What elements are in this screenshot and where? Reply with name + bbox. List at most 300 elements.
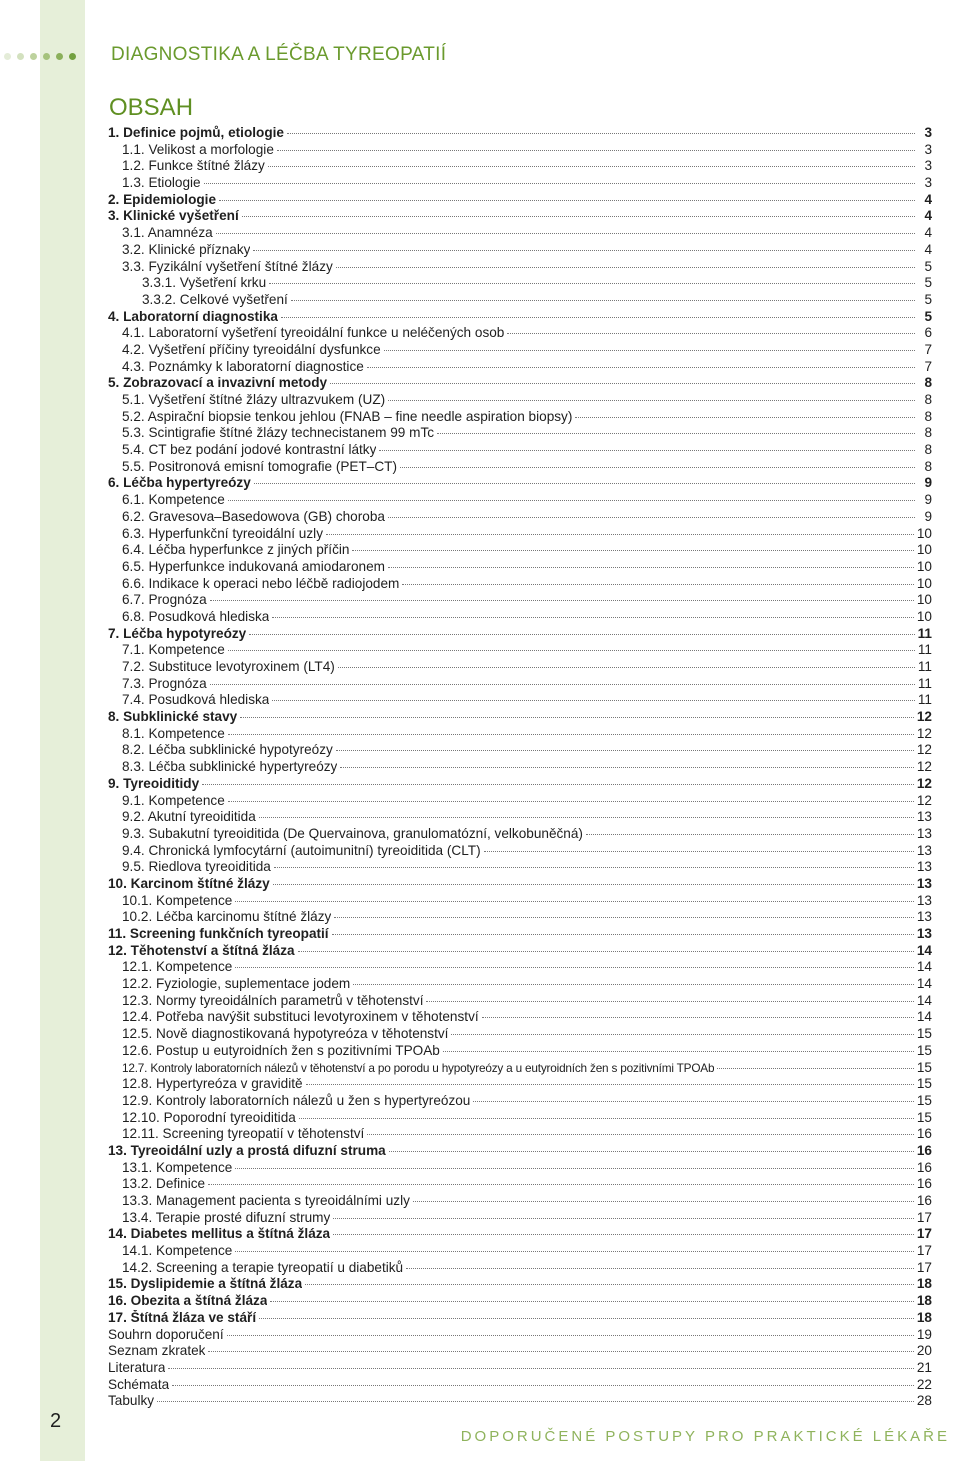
dot-leader bbox=[287, 133, 915, 134]
toc-entry-page: 3 bbox=[924, 175, 932, 191]
dot-leader bbox=[157, 1401, 914, 1402]
dot-leader bbox=[274, 867, 914, 868]
toc-entry-page: 15 bbox=[916, 1109, 932, 1125]
dot-leader bbox=[330, 383, 915, 384]
toc-entry-label: 14. Diabetes mellitus a štítná žláza bbox=[108, 1226, 331, 1242]
dot-leader bbox=[270, 1301, 913, 1302]
toc-entry[interactable] bbox=[108, 559, 932, 576]
toc-entry[interactable] bbox=[108, 125, 932, 142]
dot-leader bbox=[210, 684, 915, 685]
toc-entry[interactable] bbox=[108, 1176, 932, 1193]
toc-entry-page: 14 bbox=[916, 992, 932, 1008]
toc-entry-page: 10 bbox=[916, 525, 932, 541]
toc-entry-label: 14.1. Kompetence bbox=[122, 1243, 233, 1259]
dot-leader bbox=[379, 450, 915, 451]
toc-entry-page: 15 bbox=[916, 1059, 932, 1075]
toc-entry[interactable] bbox=[108, 292, 932, 309]
toc-entry-page: 7 bbox=[924, 341, 932, 357]
toc-entry-label: 12.1. Kompetence bbox=[122, 959, 233, 975]
toc-entry-page: 16 bbox=[916, 1126, 932, 1142]
toc-entry[interactable] bbox=[108, 1226, 932, 1243]
toc-entry-label: 13. Tyreoidální uzly a prostá difuzní struma bbox=[108, 1142, 386, 1158]
dot-leader bbox=[575, 417, 915, 418]
toc-entry[interactable] bbox=[108, 793, 932, 810]
toc-entry-page: 10 bbox=[916, 592, 932, 608]
toc-entry[interactable] bbox=[108, 809, 932, 826]
toc-entry-page: 14 bbox=[916, 942, 932, 958]
header-title: DIAGNOSTIKA A LÉČBA TYREOPATIÍ bbox=[111, 44, 447, 65]
toc-entry-label: 1.1. Velikost a morfologie bbox=[122, 141, 274, 157]
toc-entry[interactable] bbox=[108, 1276, 932, 1293]
dot-leader bbox=[437, 433, 915, 434]
toc-entry[interactable] bbox=[108, 742, 932, 759]
toc-entry-page: 12 bbox=[916, 709, 932, 725]
toc-entry[interactable] bbox=[108, 359, 932, 376]
toc-entry[interactable] bbox=[108, 242, 932, 259]
toc-entry-page: 18 bbox=[916, 1309, 932, 1325]
toc-entry-label: 1. Definice pojmů, etiologie bbox=[108, 125, 284, 140]
toc-entry[interactable] bbox=[108, 709, 932, 726]
toc-entry-label: 3.3.1. Vyšetření krku bbox=[142, 275, 267, 291]
dot-leader bbox=[388, 517, 915, 518]
toc-entry-label: 17. Štítná žláza ve stáří bbox=[108, 1309, 257, 1325]
toc-entry-label: 6.5. Hyperfunkce indukovaná amiodaronem bbox=[122, 558, 385, 574]
dot-leader bbox=[277, 150, 915, 151]
dot-leader bbox=[306, 1084, 914, 1085]
toc-entry[interactable] bbox=[108, 1143, 932, 1160]
toc-entry-label: 9.2. Akutní tyreoiditida bbox=[122, 809, 256, 825]
toc-entry-label: 6.7. Prognóza bbox=[122, 592, 207, 608]
toc-entry-label: 6.8. Posudková hlediska bbox=[122, 608, 270, 624]
toc-entry-label: 7.2. Substituce levotyroxinem (LT4) bbox=[122, 659, 335, 674]
toc-entry-label: 5.5. Positronová emisní tomografie (PET–CT) bbox=[122, 458, 398, 474]
toc-entry[interactable] bbox=[108, 325, 932, 342]
toc-entry-page: 5 bbox=[924, 258, 932, 274]
toc-entry[interactable] bbox=[108, 876, 932, 893]
dot-leader bbox=[272, 617, 914, 618]
toc-entry[interactable] bbox=[108, 1310, 932, 1327]
toc-entry[interactable] bbox=[108, 1093, 932, 1110]
toc-entry-page: 4 bbox=[924, 225, 932, 241]
toc-entry-label: 3.2. Klinické příznaky bbox=[122, 241, 251, 257]
toc-entry-label: 2. Epidemiologie bbox=[108, 191, 217, 207]
dot-leader bbox=[235, 901, 914, 902]
toc-entry-page: 4 bbox=[924, 241, 932, 257]
dot-leader bbox=[228, 734, 914, 735]
toc-entry-label: 12.4. Potřeba navýšit substituci levotyroxinem v těhotenství bbox=[122, 1009, 479, 1025]
toc-entry-label: 7.1. Kompetence bbox=[122, 642, 225, 658]
toc-entry-page: 12 bbox=[916, 725, 932, 741]
toc-entry-page: 12 bbox=[916, 792, 932, 808]
toc-entry-page: 8 bbox=[924, 375, 932, 391]
toc-entry-page: 20 bbox=[916, 1343, 932, 1359]
toc-entry[interactable] bbox=[108, 859, 932, 876]
toc-entry[interactable] bbox=[108, 609, 932, 626]
dot-leader bbox=[208, 1184, 914, 1185]
toc-entry-page: 10 bbox=[916, 558, 932, 574]
toc-entry[interactable] bbox=[108, 726, 932, 743]
toc-entry-label: 12.8. Hypertyreóza v graviditě bbox=[122, 1076, 303, 1092]
toc-entry-label: 13.2. Definice bbox=[122, 1176, 206, 1192]
toc-entry[interactable] bbox=[108, 926, 932, 943]
toc-entry-label: 6.3. Hyperfunkční tyreoidální uzly bbox=[122, 525, 323, 541]
dot-icon bbox=[69, 53, 76, 60]
toc-entry-page: 13 bbox=[916, 875, 932, 891]
toc-entry-label: 13.4. Terapie prosté difuzní strumy bbox=[122, 1209, 331, 1225]
dot-leader bbox=[586, 834, 914, 835]
toc-heading: OBSAH bbox=[109, 94, 194, 121]
toc-entry-page: 14 bbox=[916, 976, 932, 992]
toc-entry-page: 11 bbox=[917, 659, 932, 674]
toc-entry-page: 4 bbox=[924, 191, 932, 207]
toc-entry-label: 1.2. Funkce štítné žlázy bbox=[122, 158, 265, 174]
dot-leader bbox=[507, 333, 915, 334]
toc-entry-label: 7.3. Prognóza bbox=[122, 675, 207, 691]
toc-entry[interactable] bbox=[108, 759, 932, 776]
toc-entry-page: 11 bbox=[917, 625, 932, 641]
toc-entry[interactable] bbox=[108, 509, 932, 526]
dot-leader bbox=[253, 250, 915, 251]
dot-leader bbox=[240, 717, 914, 718]
toc-entry[interactable] bbox=[108, 1043, 932, 1060]
toc-entry[interactable] bbox=[108, 626, 932, 643]
toc-entry[interactable] bbox=[108, 526, 932, 543]
toc-entry-page: 13 bbox=[916, 809, 932, 825]
dot-leader bbox=[281, 317, 915, 318]
toc-entry[interactable] bbox=[108, 993, 932, 1010]
toc-entry-page: 13 bbox=[916, 859, 932, 875]
toc-entry[interactable] bbox=[108, 659, 932, 676]
toc-entry-label: 9. Tyreoiditidy bbox=[108, 775, 200, 791]
toc-entry[interactable] bbox=[108, 392, 932, 409]
toc-entry-page: 15 bbox=[916, 1042, 932, 1058]
toc-entry-page: 7 bbox=[924, 358, 932, 374]
toc-entry-page: 19 bbox=[916, 1326, 932, 1342]
dot-leader bbox=[426, 1001, 913, 1002]
toc-entry-page: 11 bbox=[917, 692, 932, 708]
dot-leader bbox=[482, 1017, 914, 1018]
toc-entry[interactable] bbox=[108, 1110, 932, 1127]
toc-entry[interactable] bbox=[108, 1243, 932, 1260]
footer-text: DOPORUČENÉ POSTUPY PRO PRAKTICKÉ LÉKAŘE bbox=[460, 1428, 950, 1445]
toc-entry-page: 9 bbox=[924, 508, 932, 524]
toc-entry-label: 12.11. Screening tyreopatií v těhotenství bbox=[122, 1126, 365, 1142]
toc-entry-label: 3.3.2. Celkové vyšetření bbox=[142, 291, 288, 307]
dot-leader bbox=[388, 400, 915, 401]
toc-entry-page: 5 bbox=[924, 308, 932, 324]
dot-leader bbox=[228, 500, 915, 501]
toc-entry-label: 5.3. Scintigrafie štítné žlázy technecistanem 99 mTc bbox=[122, 425, 435, 441]
toc-entry[interactable] bbox=[108, 459, 932, 476]
toc-entry-page: 8 bbox=[924, 392, 932, 407]
toc-entry-label: Literatura bbox=[108, 1359, 166, 1375]
toc-entry-page: 16 bbox=[916, 1142, 932, 1158]
toc-entry[interactable] bbox=[108, 409, 932, 426]
toc-entry-label: 6.6. Indikace k operaci nebo léčbě radiojodem bbox=[122, 575, 400, 591]
dot-leader bbox=[332, 934, 914, 935]
toc-entry-label: Tabulky bbox=[108, 1393, 155, 1409]
dot-leader bbox=[389, 1151, 914, 1152]
toc-entry-page: 13 bbox=[916, 892, 932, 908]
toc-entry[interactable] bbox=[108, 259, 932, 276]
dot-leader bbox=[172, 1385, 914, 1386]
toc-entry-page: 22 bbox=[916, 1376, 932, 1392]
toc-entry-page: 9 bbox=[924, 492, 932, 508]
toc-entry[interactable] bbox=[108, 1026, 932, 1043]
toc-entry-page: 3 bbox=[924, 158, 932, 174]
dot-leader bbox=[338, 667, 915, 668]
toc-entry[interactable] bbox=[108, 1193, 932, 1210]
dot-leader bbox=[413, 1201, 914, 1202]
toc-entry[interactable] bbox=[108, 893, 932, 910]
toc-entry[interactable] bbox=[108, 1327, 932, 1344]
toc-entry-label: 12.9. Kontroly laboratorních nálezů u žen s hypertyreózou bbox=[122, 1092, 471, 1108]
toc-entry[interactable] bbox=[108, 1076, 932, 1093]
toc-entry[interactable] bbox=[108, 1060, 932, 1077]
dot-leader bbox=[367, 367, 915, 368]
toc-entry-label: 13.3. Management pacienta s tyreoidálními uzly bbox=[122, 1193, 410, 1208]
toc-entry-label: Seznam zkratek bbox=[108, 1343, 206, 1359]
toc-entry[interactable] bbox=[108, 309, 932, 326]
toc-entry-page: 8 bbox=[924, 425, 932, 441]
toc-entry-page: 8 bbox=[924, 458, 932, 474]
dot-leader bbox=[254, 483, 915, 484]
toc-entry-page: 8 bbox=[924, 442, 932, 458]
toc-entry[interactable] bbox=[108, 959, 932, 976]
toc-entry-label: 6. Léčba hypertyreózy bbox=[108, 475, 251, 491]
dot-leader bbox=[210, 600, 914, 601]
toc-entry[interactable] bbox=[108, 1293, 932, 1310]
dot-leader bbox=[216, 233, 915, 234]
toc-entry[interactable] bbox=[108, 676, 932, 693]
toc-entry-page: 10 bbox=[916, 575, 932, 591]
dot-leader bbox=[352, 550, 913, 551]
toc-entry-label: 8.1. Kompetence bbox=[122, 725, 225, 741]
toc-entry-label: 7.4. Posudková hlediska bbox=[122, 692, 270, 708]
toc-entry[interactable] bbox=[108, 225, 932, 242]
toc-entry-label: 12.7. Kontroly laboratorních nálezů v těhotenství a po porodu u hypotyreózy a u eutyroidních žen s pozitivními TPOAb bbox=[122, 1060, 715, 1075]
dot-leader bbox=[242, 216, 915, 217]
toc-entry-label: 9.1. Kompetence bbox=[122, 792, 225, 808]
dot-leader bbox=[473, 1101, 914, 1102]
toc-entry-page: 8 bbox=[924, 408, 932, 424]
dot-leader bbox=[235, 967, 914, 968]
toc-entry[interactable] bbox=[108, 542, 932, 559]
toc-entry-label: 12. Těhotenství a štítná žláza bbox=[108, 942, 295, 958]
dot-leader bbox=[259, 1318, 914, 1319]
toc-entry[interactable] bbox=[108, 142, 932, 159]
toc-entry-label: 15. Dyslipidemie a štítná žláza bbox=[108, 1276, 303, 1292]
dot-leader bbox=[272, 700, 915, 701]
toc-entry[interactable] bbox=[108, 642, 932, 659]
toc-entry-label: 4.2. Vyšetření příčiny tyreoidální dysfunkce bbox=[122, 341, 381, 357]
toc-entry-page: 16 bbox=[916, 1176, 932, 1192]
dot-leader bbox=[326, 534, 914, 535]
toc-entry-page: 11 bbox=[917, 675, 932, 691]
toc-entry-label: 3.1. Anamnéza bbox=[122, 225, 213, 241]
toc-entry-label: Schémata bbox=[108, 1376, 170, 1392]
dot-leader bbox=[400, 467, 915, 468]
toc-entry[interactable] bbox=[108, 158, 932, 175]
dot-leader bbox=[384, 350, 915, 351]
toc-entry-page: 17 bbox=[916, 1243, 932, 1259]
toc-entry-page: 16 bbox=[916, 1159, 932, 1175]
toc-entry-page: 15 bbox=[916, 1092, 932, 1108]
toc-entry[interactable] bbox=[108, 1009, 932, 1026]
toc-entry[interactable] bbox=[108, 1377, 932, 1394]
dot-leader bbox=[168, 1368, 913, 1369]
toc-entry-page: 17 bbox=[916, 1259, 932, 1275]
toc-entry-page: 3 bbox=[924, 125, 932, 140]
dot-leader bbox=[388, 567, 914, 568]
toc-entry[interactable] bbox=[108, 492, 932, 509]
dot-leader bbox=[204, 183, 915, 184]
toc-entry-label: 5. Zobrazovací a invazivní metody bbox=[108, 375, 328, 391]
toc-entry[interactable] bbox=[108, 1126, 932, 1143]
dot-leader bbox=[484, 851, 914, 852]
toc-entry[interactable] bbox=[108, 776, 932, 793]
toc-entry[interactable] bbox=[108, 342, 932, 359]
toc-entry[interactable] bbox=[108, 576, 932, 593]
toc-entry-page: 9 bbox=[924, 475, 932, 491]
toc-entry-label: 9.4. Chronická lymfocytární (autoimunitní) tyreoiditida (CLT) bbox=[122, 842, 481, 858]
dot-leader bbox=[268, 166, 915, 167]
page-number: 2 bbox=[50, 1410, 62, 1432]
dot-leader bbox=[333, 1234, 914, 1235]
toc-entry[interactable] bbox=[108, 943, 932, 960]
dot-leader bbox=[305, 1284, 914, 1285]
dot-leader bbox=[443, 1051, 914, 1052]
toc-entry[interactable] bbox=[108, 592, 932, 609]
toc-entry-page: 14 bbox=[916, 959, 932, 975]
dot-leader bbox=[208, 1351, 913, 1352]
toc-entry-label: 8.2. Léčba subklinické hypotyreózy bbox=[122, 742, 333, 758]
toc-entry-page: 13 bbox=[916, 909, 932, 925]
toc-entry[interactable] bbox=[108, 208, 932, 225]
toc-entry-page: 10 bbox=[916, 542, 932, 558]
dot-leader bbox=[235, 1168, 914, 1169]
toc-entry-page: 11 bbox=[917, 642, 932, 658]
toc-entry-label: 8.3. Léčba subklinické hypertyreózy bbox=[122, 759, 338, 775]
toc-entry-page: 17 bbox=[916, 1209, 932, 1225]
toc-entry-label: 8. Subklinické stavy bbox=[108, 709, 238, 725]
toc-entry-label: 6.1. Kompetence bbox=[122, 492, 225, 508]
toc-entry[interactable] bbox=[108, 1393, 932, 1410]
dot-leader bbox=[249, 634, 914, 635]
toc-entry-page: 13 bbox=[916, 825, 932, 841]
dot-leader bbox=[235, 1251, 914, 1252]
toc-entry-label: 1.3. Etiologie bbox=[122, 175, 201, 191]
toc-entry-label: 12.3. Normy tyreoidálních parametrů v těhotenství bbox=[122, 992, 424, 1008]
toc-entry-page: 16 bbox=[916, 1193, 932, 1208]
dot-icon bbox=[17, 53, 24, 60]
dot-icon bbox=[43, 53, 50, 60]
toc-entry-page: 4 bbox=[924, 208, 932, 224]
toc-entry-page: 6 bbox=[924, 325, 932, 341]
toc-entry-page: 15 bbox=[916, 1026, 932, 1042]
toc-entry-label: 11. Screening funkčních tyreopatií bbox=[108, 926, 329, 941]
toc-entry[interactable] bbox=[108, 976, 932, 993]
toc-entry[interactable] bbox=[108, 909, 932, 926]
toc-entry-label: 12.10. Poporodní tyreoiditida bbox=[122, 1109, 296, 1125]
toc-entry-label: 14.2. Screening a terapie tyreopatií u diabetiků bbox=[122, 1259, 404, 1275]
toc-entry-label: 13.1. Kompetence bbox=[122, 1159, 233, 1175]
toc-entry[interactable] bbox=[108, 1210, 932, 1227]
dot-leader bbox=[340, 767, 914, 768]
toc-entry-label: 3. Klinické vyšetření bbox=[108, 208, 239, 224]
toc-entry[interactable] bbox=[108, 192, 932, 209]
toc-entry-label: 12.5. Nově diagnostikovaná hypotyreóza v těhotenství bbox=[122, 1026, 449, 1042]
dot-leader bbox=[202, 784, 914, 785]
toc-entry-label: 7. Léčba hypotyreózy bbox=[108, 625, 247, 641]
toc-entry-page: 18 bbox=[916, 1276, 932, 1292]
toc-entry-page: 12 bbox=[916, 742, 932, 758]
dot-leader bbox=[334, 917, 914, 918]
dot-leader bbox=[227, 1335, 914, 1336]
dot-leader bbox=[299, 1118, 914, 1119]
toc-entry-label: 9.5. Riedlova tyreoiditida bbox=[122, 859, 271, 875]
toc-entry-page: 10 bbox=[916, 608, 932, 624]
toc-entry-label: Souhrn doporučení bbox=[108, 1326, 224, 1342]
dot-leader bbox=[228, 650, 915, 651]
toc-entry[interactable] bbox=[108, 425, 932, 442]
toc-entry[interactable] bbox=[108, 843, 932, 860]
table-of-contents bbox=[108, 125, 932, 1410]
toc-entry[interactable] bbox=[108, 1160, 932, 1177]
dot-leader bbox=[291, 300, 915, 301]
toc-entry[interactable] bbox=[108, 692, 932, 709]
dot-icon bbox=[56, 53, 63, 60]
left-sidebar-band bbox=[40, 0, 85, 1461]
decorative-dots bbox=[4, 53, 76, 60]
toc-entry-page: 18 bbox=[916, 1293, 932, 1309]
toc-entry[interactable] bbox=[108, 475, 932, 492]
toc-entry-page: 17 bbox=[916, 1226, 932, 1242]
toc-entry-label: 6.2. Gravesova–Basedowova (GB) choroba bbox=[122, 508, 385, 524]
toc-entry-label: 4.1. Laboratorní vyšetření tyreoidální funkce u neléčených osob bbox=[122, 325, 505, 341]
dot-leader bbox=[406, 1268, 914, 1269]
toc-entry-label: 5.4. CT bez podání jodové kontrastní látky bbox=[122, 442, 377, 458]
dot-leader bbox=[298, 951, 914, 952]
toc-entry[interactable] bbox=[108, 1360, 932, 1377]
toc-entry-page: 21 bbox=[916, 1359, 932, 1375]
toc-entry[interactable] bbox=[108, 175, 932, 192]
toc-entry-label: 4. Laboratorní diagnostika bbox=[108, 308, 278, 324]
dot-leader bbox=[228, 801, 914, 802]
toc-entry[interactable] bbox=[108, 1260, 932, 1277]
toc-entry[interactable] bbox=[108, 826, 932, 843]
toc-entry-page: 13 bbox=[916, 926, 932, 941]
toc-entry-label: 10.2. Léčba karcinomu štítné žlázy bbox=[122, 909, 332, 925]
toc-entry-label: 16. Obezita a štítná žláza bbox=[108, 1293, 268, 1309]
toc-entry-page: 13 bbox=[916, 842, 932, 858]
toc-entry-page: 14 bbox=[916, 1009, 932, 1025]
toc-entry-label: 6.4. Léčba hyperfunkce z jiných příčin bbox=[122, 542, 350, 558]
dot-leader bbox=[273, 884, 914, 885]
toc-entry-page: 3 bbox=[924, 141, 932, 157]
toc-entry-label: 9.3. Subakutní tyreoiditida (De Quervainova, granulomatózní, velkobuněčná) bbox=[122, 825, 583, 841]
dot-leader bbox=[259, 817, 914, 818]
toc-entry[interactable] bbox=[108, 442, 932, 459]
dot-icon bbox=[4, 53, 11, 60]
dot-leader bbox=[219, 200, 915, 201]
toc-entry[interactable] bbox=[108, 275, 932, 292]
toc-entry-page: 15 bbox=[916, 1076, 932, 1092]
toc-entry-page: 12 bbox=[916, 775, 932, 791]
dot-leader bbox=[402, 584, 914, 585]
toc-entry[interactable] bbox=[108, 1343, 932, 1360]
toc-entry[interactable] bbox=[108, 375, 932, 392]
